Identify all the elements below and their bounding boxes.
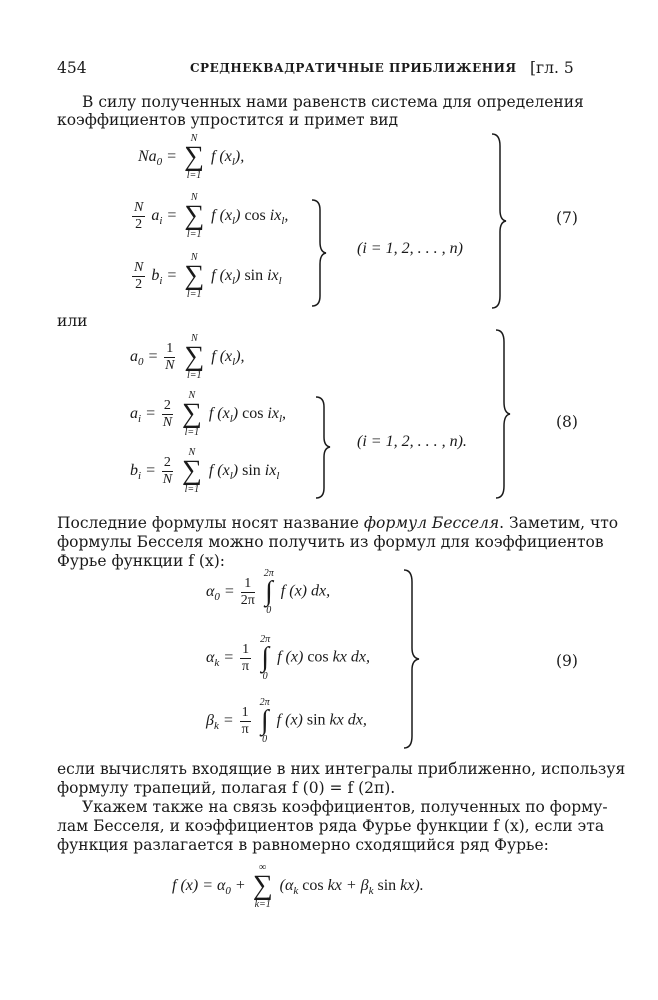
sum-upper-limit: N [190, 192, 198, 203]
equation-7-row-2: $\frac{N}{2}$ $a_i$ = N ∑ l=1 f $(x_l)$ $\cos ix_l$, [134, 192, 289, 240]
paragraph-line: В силу полученных нами равенств система для определения [82, 93, 584, 111]
sum-lower-limit: l=1 [186, 229, 202, 240]
sum-upper-limit: N [188, 447, 196, 458]
equation-8-condition: (i = 1, 2, . . . , n). [357, 433, 467, 450]
paragraph-line: коэффициентов упростится и примет вид [57, 111, 399, 129]
paragraph-line: лам Бесселя, и коэффициентов ряда Фурье функции f (x), если эта [57, 817, 605, 835]
integral-upper-limit: 2π [260, 634, 271, 645]
integral-lower-limit: 0 [262, 734, 268, 745]
equation-9-row-3: $\beta_k$ = $\frac{1}{\pi}$ 2π ∫ 0 f (x) sin kx dx, [206, 697, 367, 745]
sum-lower-limit: l=1 [184, 484, 200, 495]
brace-inner-8 [312, 395, 332, 500]
equation-7-row-1: $Na_0$ = N ∑ l=1 f $(x_l)$, [138, 133, 245, 181]
equation-7-row-3: $\frac{N}{2}$ $b_i$ = N ∑ l=1 f $(x_l)$ $\sin ix_l$ [134, 252, 282, 300]
integral-upper-limit: 2π [259, 697, 270, 708]
paragraph-line [57, 513, 618, 533]
brace-outer-8 [492, 328, 512, 500]
series-upper-limit: ∞ [259, 862, 267, 873]
integral-upper-limit: 2π [263, 568, 274, 579]
paragraph-text: Последние формулы носят название [57, 514, 364, 532]
sum-upper-limit: N [190, 252, 198, 263]
paragraph-line: формулы Бесселя можно получить из формул для коэффициентов [57, 533, 604, 551]
sum-upper-limit: N [190, 333, 198, 344]
equation-number-9: (9) [556, 652, 578, 670]
equation-number-8: (8) [556, 413, 578, 431]
page-number: 454 [57, 59, 87, 77]
sum-lower-limit: l=1 [186, 170, 202, 181]
brace-outer-9 [400, 568, 422, 750]
sum-upper-limit: N [190, 133, 198, 144]
brace-outer-7 [488, 132, 508, 310]
chapter-label: [гл. 5 [530, 59, 574, 77]
equation-8-row-2: $a_i$ = $\frac{2}{N}$ N ∑ l=1 f $(x_l)$ $\cos ix_l$, [130, 390, 287, 438]
paragraph-line: если вычислять входящие в них интегралы приближенно, используя [57, 760, 626, 778]
integral-lower-limit: 0 [262, 671, 268, 682]
paragraph-line: Фурье функции f (x): [57, 552, 225, 570]
equation-8-row-1: $a_0$ = $\frac{1}{N}$ N ∑ l=1 f $(x_l)$, [130, 333, 245, 381]
sum-lower-limit: l=1 [187, 370, 202, 381]
sum-lower-limit: l=1 [186, 289, 202, 300]
equation-8-row-3: $b_i$ = $\frac{2}{N}$ N ∑ l=1 f $(x_l)$ $\sin ix_l$ [130, 447, 280, 495]
sum-lower-limit: l=1 [184, 427, 200, 438]
integral-lower-limit: 0 [266, 605, 272, 616]
series-lower-limit: k=1 [254, 899, 271, 910]
equation-7-condition: (i = 1, 2, . . . , n) [357, 240, 463, 257]
equation-9-row-2: $\alpha_k$ = $\frac{1}{\pi}$ 2π ∫ 0 f (x) cos kx dx, [206, 634, 370, 682]
equation-number-7: (7) [556, 209, 578, 227]
running-title: СРЕДНЕКВАДРАТИЧНЫЕ ПРИБЛИЖЕНИЯ [190, 61, 517, 75]
equation-9-row-1: $\alpha_0$ = $\frac{1}{2\pi}$ 2π ∫ 0 f (x) dx, [206, 568, 331, 616]
paragraph-text: . Заметим, что [499, 514, 619, 532]
emphasized-term: формул Бесселя [363, 514, 500, 532]
sum-upper-limit: N [188, 390, 196, 401]
connector-or: или [57, 312, 88, 330]
fourier-series-equation: f $(x) = \alpha_0$ + ∞ ∑ k=1 ($\alpha_k$ cos kx + $\beta_k$ sin kx). [172, 862, 424, 910]
brace-inner-7 [308, 198, 328, 308]
paragraph-line: Укажем также на связь коэффициентов, полученных по форму- [82, 798, 608, 816]
paragraph-line: функция разлагается в равномерно сходящийся ряд Фурье: [57, 836, 549, 854]
paragraph-line: формулу трапеций, полагая f (0) = f (2π). [57, 779, 396, 797]
